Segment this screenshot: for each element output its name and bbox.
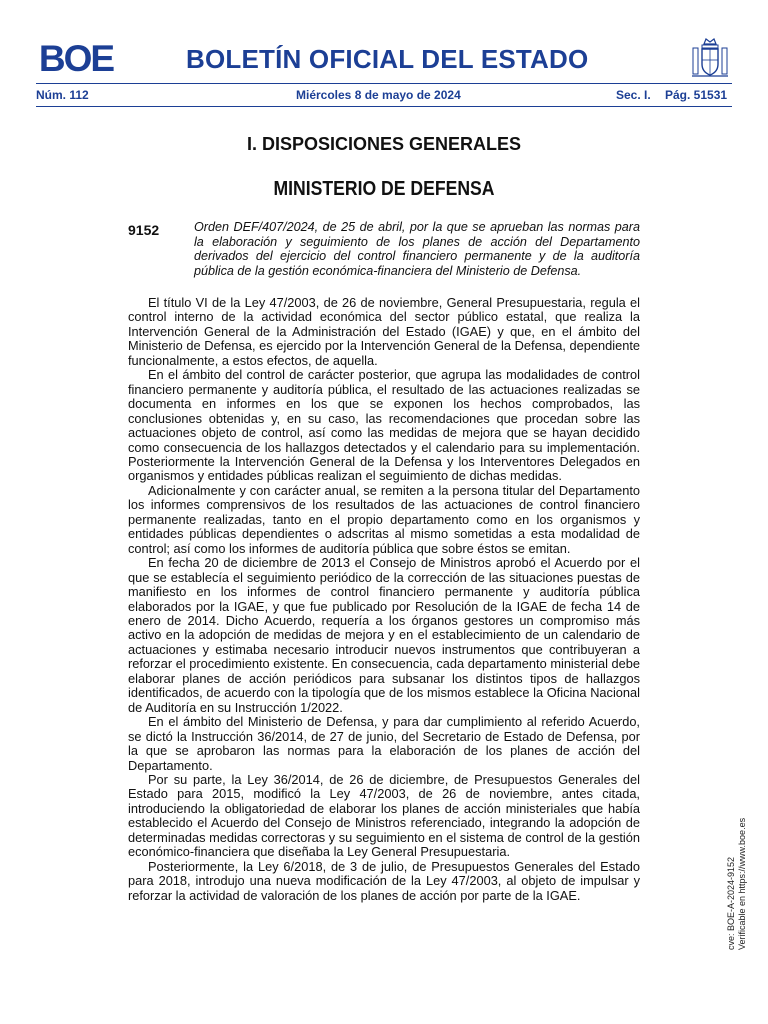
issue-number: Núm. 112 [36, 88, 89, 102]
body-paragraph: El título VI de la Ley 47/2003, de 26 de noviembre, General Presupuestaria, regula el control interno de la actividad económica del sector público estatal, que realiza la Intervención General de la Administración del Estado (IGAE) y que, en el ámbito del Ministerio de Defensa, es ejercido por la Intervención General de la Defensa, dependiente funcionalmente, a estos efectos, de aquella. [128, 295, 640, 368]
header-rule-bottom [36, 106, 732, 107]
body-paragraph: En el ámbito del Ministerio de Defensa, y para dar cumplimiento al referido Acuerdo, se dictó la Instrucción 36/2014, de 27 de junio, del Secretario de Estado de Defensa, por la que se aprobaron las normas para la elaboración de los planes de acción del Departamento. [128, 714, 640, 773]
body-paragraph: En el ámbito del control de carácter posterior, que agrupa las modalidades de control financiero permanente y auditoría pública, el resultado de las actuaciones realizadas se documenta en informes en los que se exponen los hechos comprobados, las conclusiones obtenidas y, en su caso, las recomendaciones que procedan sobre las actuaciones objeto de control, así como las medidas de mejora que se hayan decidido como consecuencia de los hallazgos detectados y el calendario para su implementación. Posteriormente la Intervención General de la Defensa y los Interventores Delegados en organismos y entidades públicas realizan el seguimiento de dichas medidas. [128, 367, 640, 484]
order-number: 9152 [128, 222, 160, 238]
section-heading: I. DISPOSICIONES GENERALES [246, 134, 522, 154]
cve-code: cve: BOE-A-2024-9152 [726, 856, 736, 950]
coat-of-arms-icon [690, 36, 730, 80]
body-paragraph: En fecha 20 de diciembre de 2013 el Consejo de Ministros aprobó el Acuerdo por el que se establecía el seguimiento periódico de la corrección de las situaciones puestas de manifiesto en los informes de control financiero permanente y auditoría pública elaborados por la IGAE, y que fue publicado por Resolución de la IGAE de fecha 14 de enero de 2014. Dicho Acuerdo, requería a los órganos gestores un compromiso más activo en la adopción de medidas de mejora y en el establecimiento de un calendario de actuaciones y estimaba necesario introducir nuevos instrumentos que contribuyeran a reforzar el procedimiento existente. En consecuencia, cada departamento ministerial debe elaborar planes de acción periódicos para subsanar los distintos tipos de hallazgos identificados, de acuerdo con la tipología que de los mismos establece la Oficina Nacional de Auditoría en su Instrucción 1/2022. [128, 555, 640, 715]
issue-date: Miércoles 8 de mayo de 2024 [296, 88, 461, 102]
body-paragraph: Posteriormente, la Ley 6/2018, de 3 de julio, de Presupuestos Generales del Estado para 2018, introdujo una nueva modificación de la Ley 47/2003, al objeto de impulsar y reforzar la actividad de valoración de los planes de acción por parte de la IGAE. [128, 858, 640, 903]
verification-link[interactable]: Verificable en https://www.boe.es [737, 817, 747, 950]
section-label: Sec. I. [616, 88, 651, 102]
body-paragraph: Por su parte, la Ley 36/2014, de 26 de diciembre, de Presupuestos Generales del Estado para 2015, modificó la Ley 47/2003, de 26 de noviembre, antes citada, introduciendo la obligatoriedad de elaborar los planes de acción ministeriales que había establecido el Acuerdo del Consejo de Ministros referenciado, integrando la adopción de determinadas medidas correctoras y su seguimiento en el sistema de control de la gestión económico-financiera que diseñaba la Ley General Presupuestaria. [128, 771, 640, 860]
verification-sidebar [726, 818, 748, 950]
page-number: Pág. 51531 [665, 88, 728, 102]
header-rule-top [36, 83, 732, 84]
order-summary: Orden DEF/407/2024, de 25 de abril, por la que se aprueban las normas para la elaboración y seguimiento de los planes de acción del Departamento derivados del ejercicio del control financiero permanente y de la auditoría pública de la gestión económica-financiera del Ministerio de Defensa. [194, 220, 640, 278]
page-title: BOLETÍN OFICIAL DEL ESTADO [186, 44, 589, 74]
boe-logo [36, 41, 116, 75]
document-body [128, 296, 640, 903]
body-paragraph: Adicionalmente y con carácter anual, se remiten a la persona titular del Departamento los informes comprensivos de los resultados de las actuaciones de control financiero permanente realizadas, tanto en el propio departamento como en los organismos y entidades públicas dependientes o adscritas al mismo sometidas a esta modalidad de control; así como los informes de auditoría pública que sobre éstos se emitan. [128, 482, 640, 556]
boe-logo-text: BOE [38, 41, 114, 75]
ministry-heading: MINISTERIO DE DEFENSA [273, 178, 495, 200]
